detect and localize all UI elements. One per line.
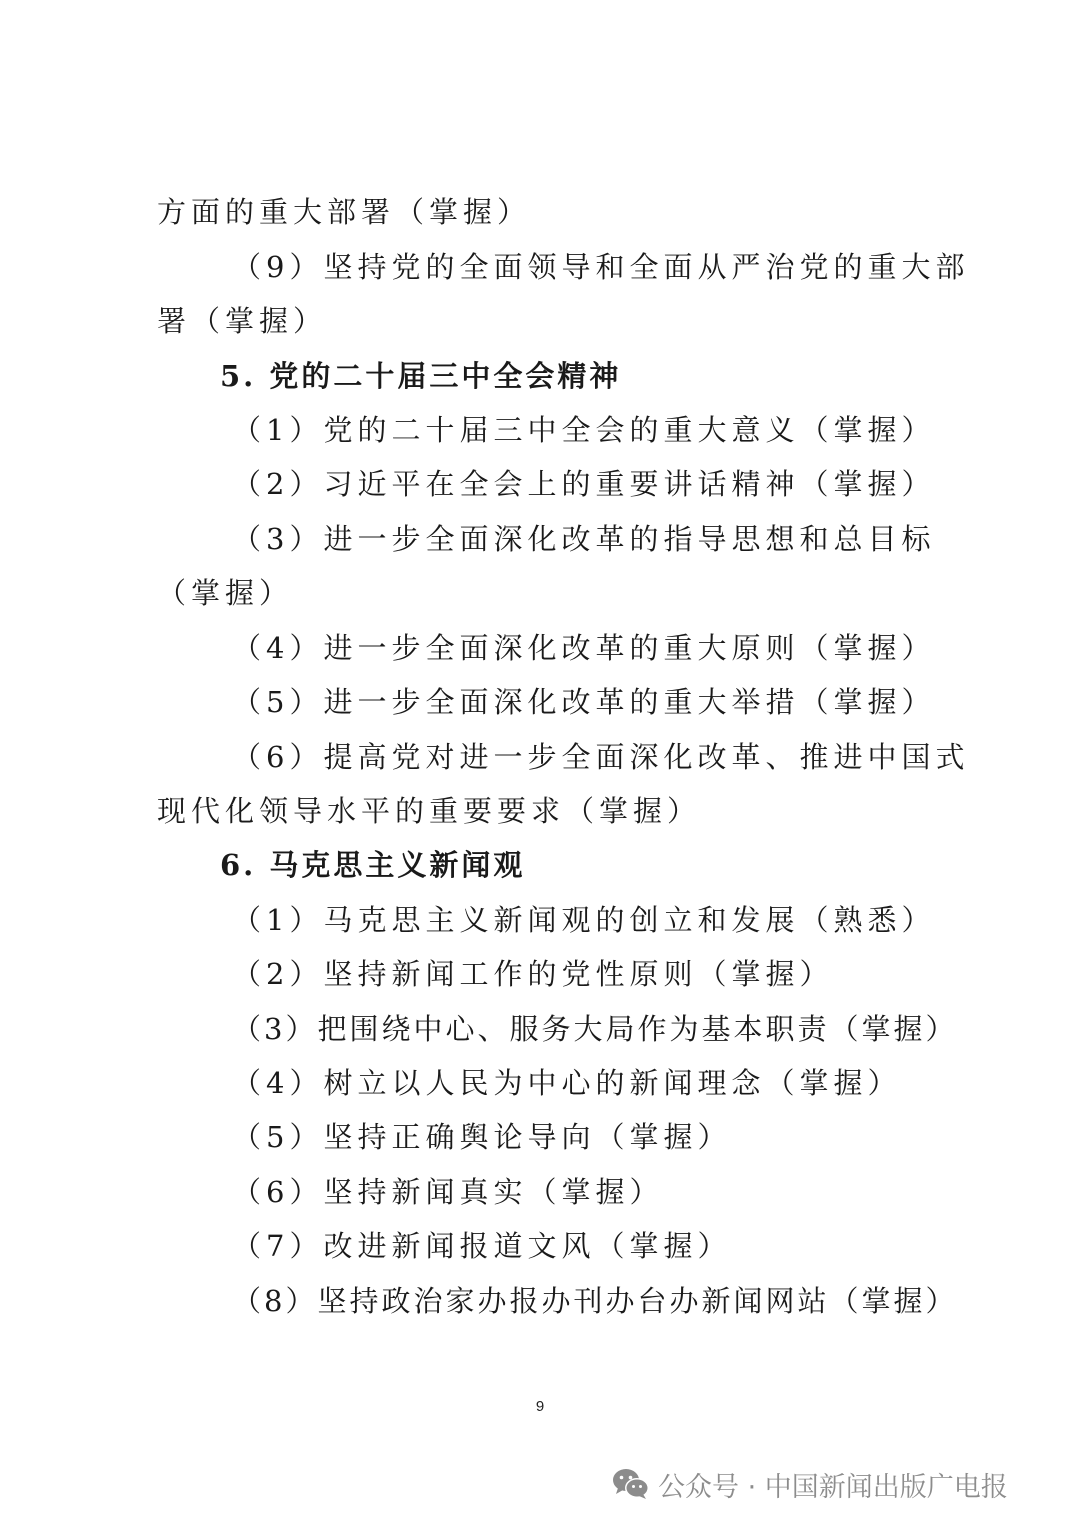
list-item: （4）树立以人民为中心的新闻理念（掌握） [232,1066,902,1100]
list-item: （8）坚持政治家办报办刊办台办新闻网站（掌握） [232,1284,958,1318]
list-item: （3）进一步全面深化改革的指导思想和总目标 [232,522,936,556]
wechat-icon [612,1467,650,1501]
list-item: （2）坚持新闻工作的党性原则（掌握） [232,957,834,991]
text-line: 署（掌握） [157,304,328,338]
list-item: （1）马克思主义新闻观的创立和发展（熟悉） [232,903,936,937]
text-line: 现代化领导水平的重要要求（掌握） [157,794,702,828]
list-item: （3）把围绕中心、服务大局作为基本职责（掌握） [232,1012,958,1046]
watermark [612,1464,1008,1504]
page-number: 9 [535,1398,545,1415]
list-item: （9）坚持党的全面领导和全面从严治党的重大部 [232,250,970,284]
list-item: （4）进一步全面深化改革的重大原则（掌握） [232,631,936,665]
list-item: （6）提高党对进一步全面深化改革、推进中国式 [232,740,970,774]
list-item: （2）习近平在全会上的重要讲话精神（掌握） [232,467,936,501]
text-line: （掌握） [157,576,294,610]
list-item: （1）党的二十届三中全会的重大意义（掌握） [232,413,936,447]
list-item: （5）进一步全面深化改革的重大举措（掌握） [232,685,936,719]
watermark-text: 公众号 · 中国新闻出版广电报 [658,1471,1008,1503]
list-item: （6）坚持新闻真实（掌握） [232,1175,664,1209]
text-line: 方面的重大部署（掌握） [157,195,532,229]
list-item: （7）改进新闻报道文风（掌握） [232,1229,732,1263]
list-item: （5）坚持正确舆论导向（掌握） [232,1120,732,1154]
section-heading: 5. 党的二十届三中全会精神 [220,359,622,393]
section-heading: 6. 马克思主义新闻观 [220,848,526,882]
